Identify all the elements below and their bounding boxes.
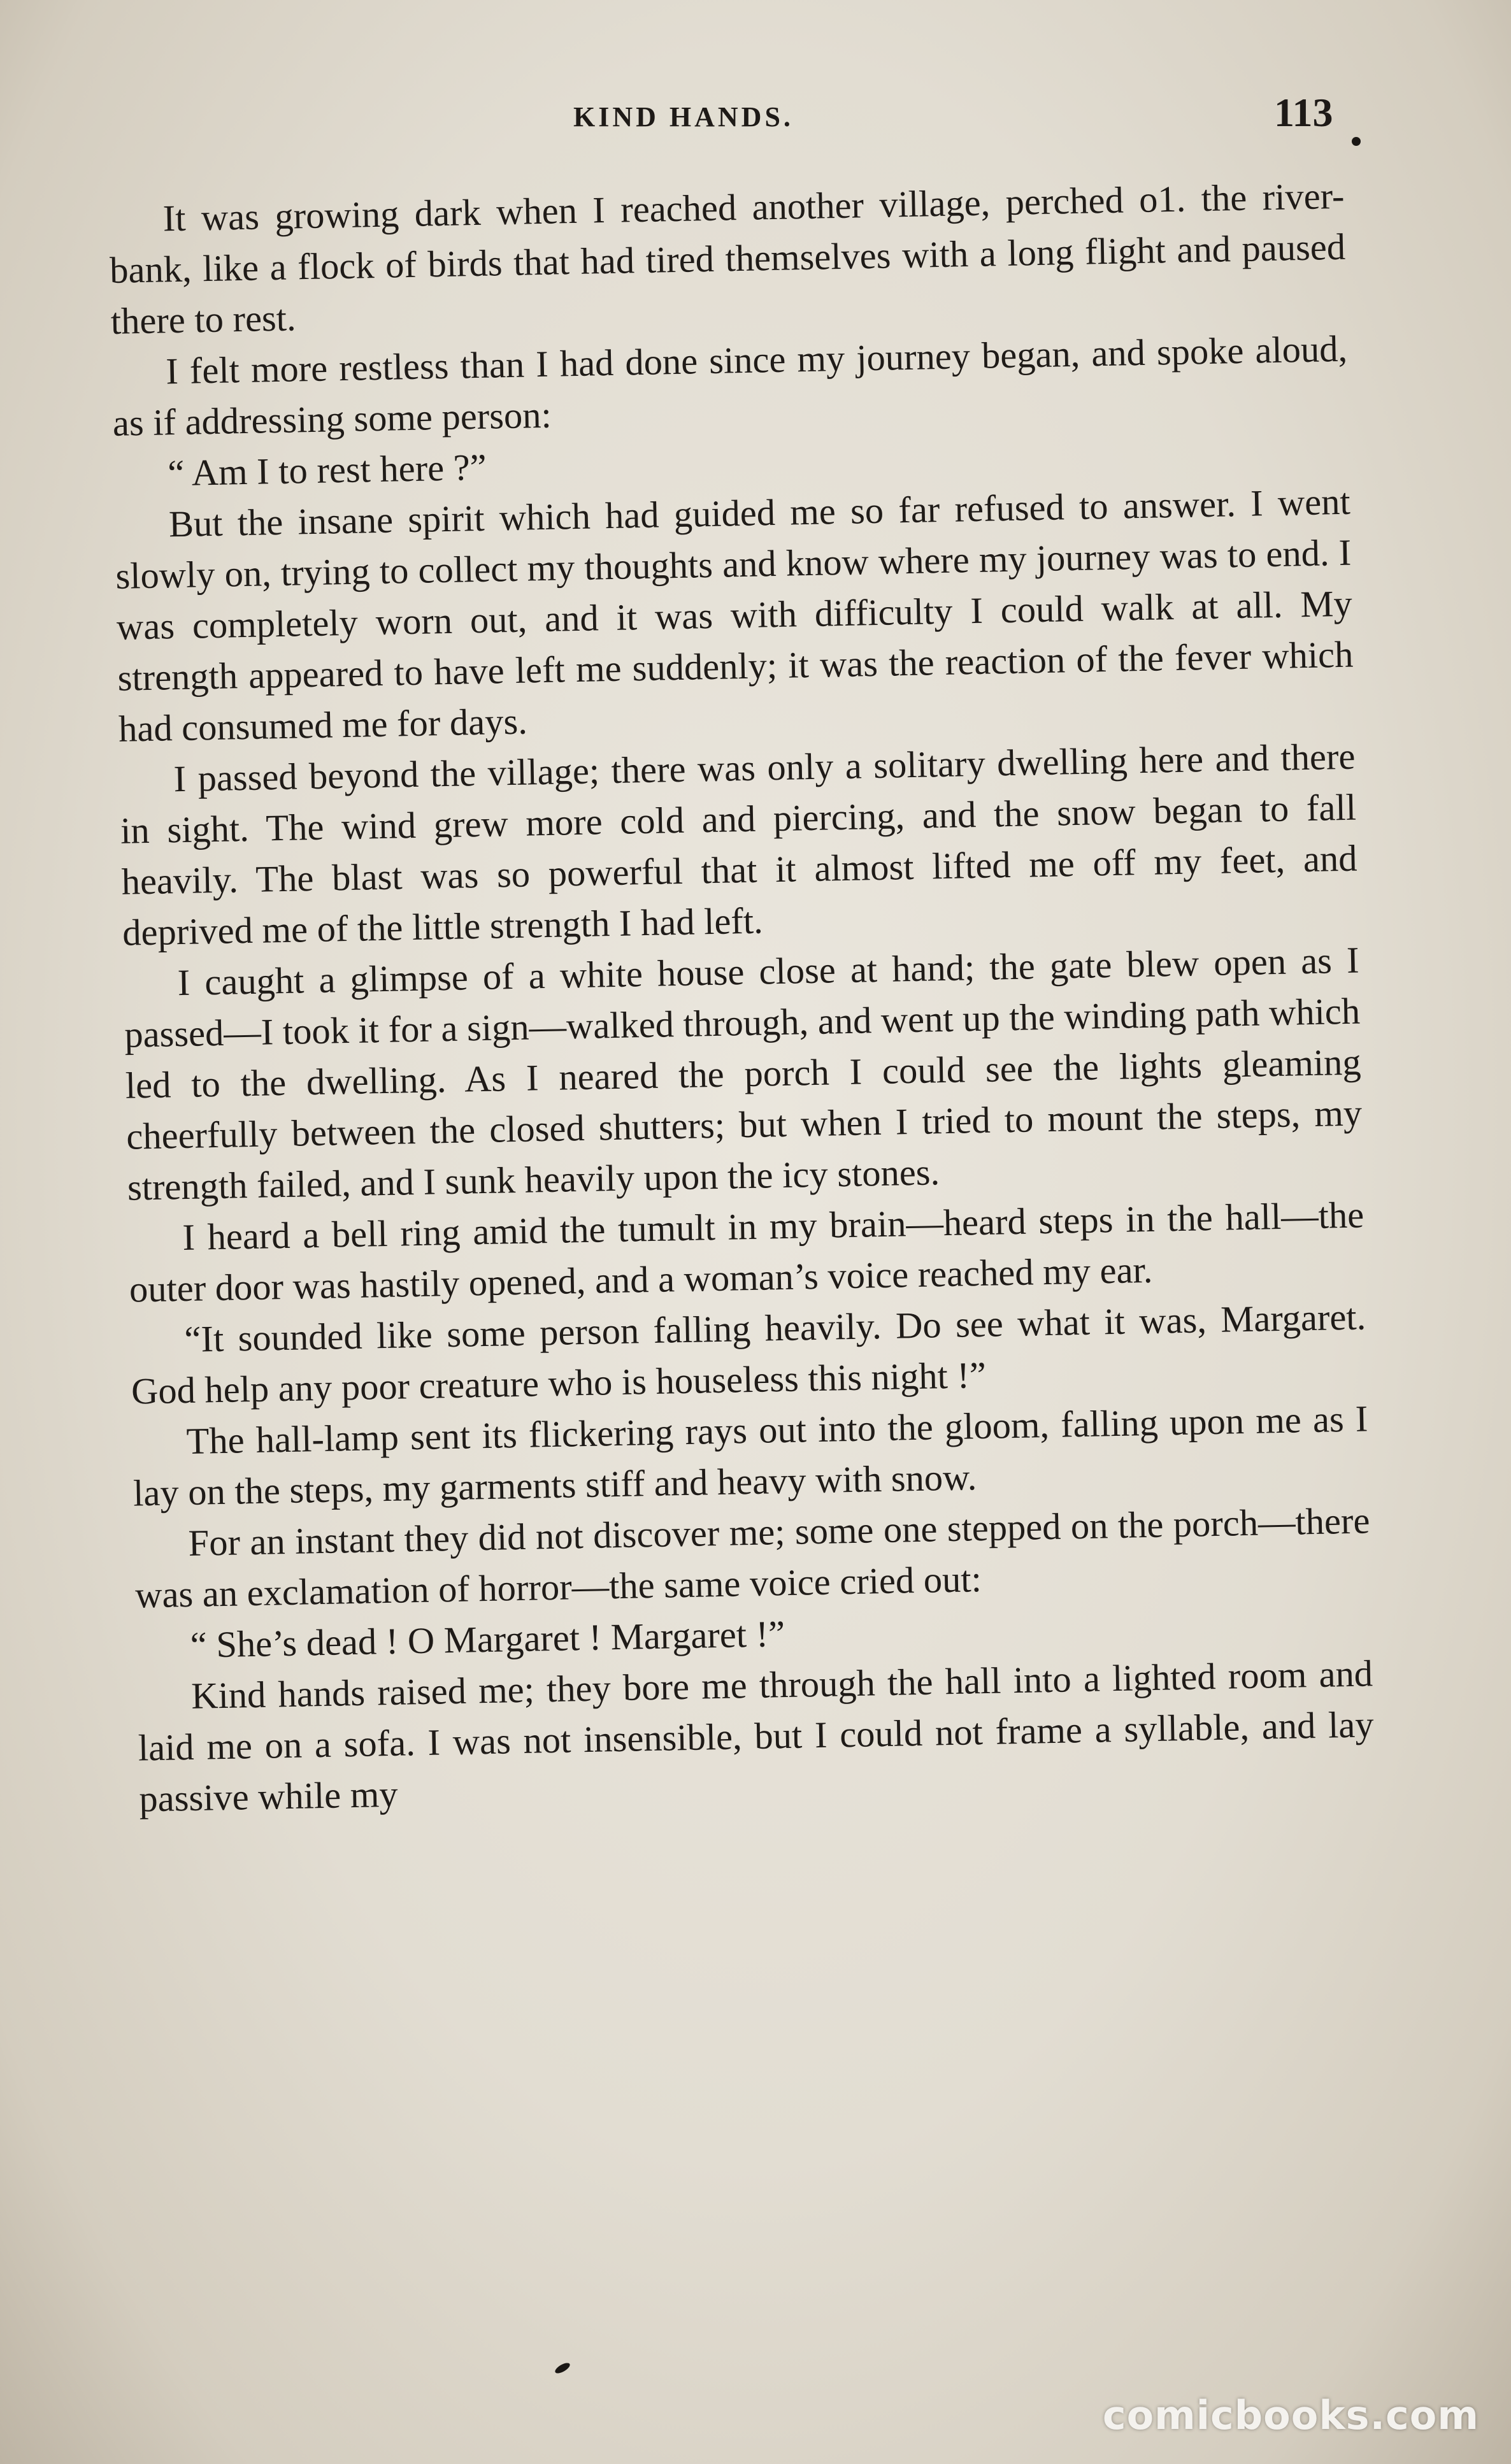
paragraph: I passed beyond the village; there was only a solitary dwelling here and there in sight. The wind grew more cold and piercing, and the snow began to fall heavily. The blast was so powerful that it almost lifted me off my feet, and deprived me of the little strength I had left.: [120, 735, 1357, 954]
body-text: [108, 171, 1384, 2265]
watermark: comicbooks.com: [1102, 2392, 1479, 2439]
running-title: KIND HANDS.: [573, 101, 794, 133]
paragraph: Kind hands raised me; they bore me through the hall into a lighted room and laid me on a sofa. I was not insensible, but I could not frame a syllable, and lay passive while my: [138, 1652, 1375, 1820]
ink-speck: [554, 2361, 571, 2375]
paragraph: “It sounded like some person falling heavily. Do see what it was, Margaret. God help any poor creature who is houseless this night !”: [131, 1296, 1366, 1412]
paragraph: I felt more restless than I had done since my journey began, and spoke aloud, as if addressing some person:: [112, 327, 1348, 444]
paragraph: For an instant they did not discover me; some one stepped on the porch—there was an exclamation of horror—the same voice cried out:: [134, 1500, 1370, 1616]
paragraph: “ She’s dead ! O Margaret ! Margaret !”: [190, 1613, 785, 1666]
paragraph: The hall-lamp sent its flickering rays out into the gloom, falling upon me as I lay on the steps, my garments stiff and heavy with snow.: [132, 1398, 1368, 1514]
paragraph: It was growing dark when I reached another village, perched o1. the river-bank, like a flock of birds that had tired themselves with a long flight and paused there to rest.: [109, 175, 1346, 342]
running-head: [0, 89, 1511, 147]
paragraph: I caught a glimpse of a white house close at hand; the gate blew open as I passed—I took it for a sign—walked through, and went up the winding path which led to the dwelling. As I neared the porch I could see the lights gleaming cheerfully between the closed shutters; but when I tried to mount the steps, my strength failed, and I sunk heavily upon the icy stones.: [124, 939, 1363, 1208]
paragraph: I heard a bell ring amid the tumult in my brain—heard steps in the hall—the outer door was hastily opened, and a woman’s voice reached my ear.: [129, 1194, 1364, 1310]
ink-speck: [1352, 137, 1361, 146]
paragraph: “ Am I to rest here ?”: [167, 446, 487, 494]
paragraph: But the insane spirit which had guided me so far refused to answer. I went slowly on, trying to collect my thoughts and know where my journey was to end. I was completely worn out, and it was with difficulty I could walk at all. My strength appeared to have left me suddenly; it was the reaction of the fever which had consumed me for days.: [115, 480, 1354, 750]
page-number: 113: [1274, 90, 1333, 135]
